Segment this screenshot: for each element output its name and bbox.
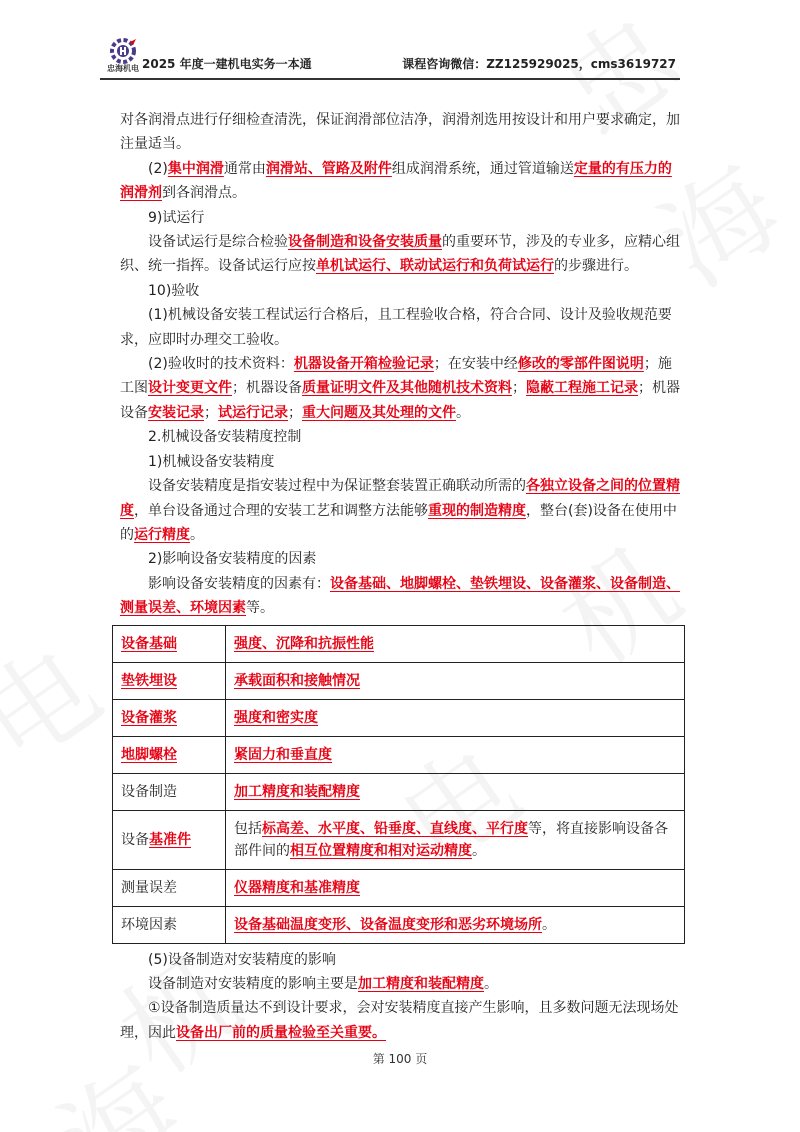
body-text: 10)验收 <box>148 282 200 299</box>
highlighted-text: 基准件 <box>149 831 191 848</box>
detail-cell <box>226 699 685 736</box>
paragraphs-before-table <box>120 108 685 621</box>
body-text: 设备试运行是综合检验 <box>148 234 288 251</box>
body-text: ，整台(套)设备在使用中的 <box>120 502 677 543</box>
paragraph <box>120 230 685 279</box>
highlighted-text: 设备基础、地脚螺栓、垫铁埋设、设备灌浆、设备制造、测量误差、环境因素 <box>120 575 680 617</box>
detail-cell <box>226 662 685 699</box>
highlighted-text: 标高差、水平度、铅垂度、直线度、平行度 <box>262 820 528 837</box>
factor-cell <box>113 773 226 810</box>
body-text: 的重要环节，涉及的专业多，应精心组织、统一指挥。设备试运行应按 <box>120 234 680 275</box>
body-text: 的步骤进行。 <box>554 258 638 275</box>
body-text: 设备安装精度是指安装过程中为保证整套装置正确联动所需的 <box>148 478 526 495</box>
table-row <box>113 906 685 943</box>
table-row <box>113 699 685 736</box>
paragraphs-after-table <box>120 948 685 1046</box>
highlighted-text: 加工精度和装配精度 <box>234 783 360 800</box>
highlighted-text: 集中润滑 <box>167 160 224 177</box>
body-text: 设备 <box>121 831 149 848</box>
body-text: 等。 <box>246 600 274 617</box>
highlighted-text: 润滑站、管路及附件 <box>265 160 392 177</box>
factor-cell <box>113 810 226 869</box>
factor-cell <box>113 625 226 662</box>
highlighted-text: 设备基础温度变形、设备温度变形和恶劣环境场所 <box>234 916 542 933</box>
gear-logo-icon <box>100 38 146 64</box>
factor-cell <box>113 736 226 773</box>
body-text: ； <box>204 404 218 421</box>
body-text: ； <box>288 404 302 421</box>
body-text: (2) <box>148 160 168 177</box>
body-text: 等，将直接影响设备各部件间的 <box>234 820 668 859</box>
highlighted-text: 设备出厂前的质量检验至关重要。 <box>176 1024 386 1041</box>
body-text: 通常由 <box>223 160 266 177</box>
paragraph <box>120 425 685 449</box>
body-text: 环境因素 <box>121 916 177 933</box>
body-text: 9)试运行 <box>148 209 205 226</box>
watermark-char <box>0 603 125 796</box>
body-text: (2)验收时的技术资料： <box>148 356 294 373</box>
highlighted-text: 隐蔽工程施工记录 <box>526 380 638 397</box>
factor-cell <box>113 662 226 699</box>
body-text: 。 <box>472 842 486 859</box>
body-text: 包括 <box>234 820 262 837</box>
factor-cell <box>113 869 226 906</box>
highlighted-text: 相互位置精度和相对运动精度 <box>290 842 472 859</box>
logo <box>100 38 146 76</box>
paragraph <box>120 450 685 474</box>
body-text: 2.机械设备安装精度控制 <box>148 429 302 446</box>
highlighted-text: 试运行记录 <box>218 404 288 421</box>
highlighted-text: 修改的零部件图说明 <box>517 356 644 373</box>
highlighted-text: 设备灌浆 <box>121 709 177 726</box>
page-number: 第 100 页 <box>372 1052 428 1066</box>
table-row <box>113 625 685 662</box>
highlighted-text: 设备制造和设备安装质量 <box>288 234 442 251</box>
paragraph <box>120 547 685 571</box>
detail-cell <box>226 625 685 662</box>
highlighted-text: 仪器精度和基准精度 <box>234 879 360 896</box>
table-row <box>113 869 685 906</box>
body-text: 影响设备安装精度的因素有： <box>148 575 330 592</box>
body-text: ①设备制造质量达不到设计要求，会对安装精度直接产生影响，且多数问题无法现场处理，因此 <box>120 1000 679 1041</box>
highlighted-text: 地脚螺栓 <box>121 746 177 763</box>
paragraph <box>120 474 685 547</box>
body-text: 。 <box>484 975 498 992</box>
paragraph <box>120 157 685 206</box>
paragraph <box>120 996 685 1045</box>
highlighted-text: 重现的制造精度 <box>428 502 526 519</box>
body-text: ；机器设备 <box>232 380 302 397</box>
paragraph <box>120 279 685 303</box>
table-row <box>113 736 685 773</box>
factor-cell <box>113 906 226 943</box>
highlighted-text: 承载面积和接触情况 <box>234 672 360 689</box>
contact-info: 课程咨询微信：ZZ125929025，cms3619727 <box>402 57 676 71</box>
body-text: 1)机械设备安装精度 <box>148 453 275 470</box>
body-text: 组成润滑系统，通过管道输送 <box>391 160 574 177</box>
precision-factors-table <box>112 625 685 944</box>
body-text: 设备制造对安装精度的影响主要是 <box>148 975 358 992</box>
detail-cell <box>226 736 685 773</box>
body-text: ，单台设备通过合理的安装工艺和调整方法能够 <box>134 502 428 519</box>
body-text: 。 <box>456 404 470 421</box>
body-text: 到各润滑点。 <box>162 185 246 202</box>
body-text: ；施工图 <box>120 356 672 397</box>
body-text: (1)机械设备安装工程试运行合格后，且工程验收合格，符合合同、设计及验收规范要求，应即时办理交工验收。 <box>120 307 672 348</box>
detail-cell <box>226 906 685 943</box>
paragraph <box>120 108 685 157</box>
paragraph <box>120 948 685 972</box>
table-row <box>113 662 685 699</box>
page-header <box>100 38 680 80</box>
highlighted-text: 安装记录 <box>148 404 204 421</box>
highlighted-text: 重大问题及其处理的文件 <box>302 404 456 421</box>
highlighted-text: 强度和密实度 <box>234 709 318 726</box>
paragraph <box>120 572 685 621</box>
table-row <box>113 773 685 810</box>
body-text: 。 <box>190 526 204 543</box>
factor-cell <box>113 699 226 736</box>
highlighted-text: 机器设备开箱检验记录 <box>293 356 434 373</box>
body-text: 对各润滑点进行仔细检查清洗，保证润滑部位洁净，润滑剂选用按设计和用户要求确定，加注量适当。 <box>120 112 680 153</box>
body-text: 2)影响设备安装精度的因素 <box>148 551 317 568</box>
highlighted-text: 设计变更文件 <box>148 380 232 397</box>
body-text: ； <box>512 380 526 397</box>
logo-text: 忠海机电 <box>107 64 139 73</box>
body-text: ；机器设备 <box>120 380 680 421</box>
highlighted-text: 定量的有压力的润滑剂 <box>120 160 672 202</box>
detail-cell <box>226 810 685 869</box>
paragraph <box>120 972 685 996</box>
highlighted-text: 加工精度和装配精度 <box>358 975 484 992</box>
body-text: (5)设备制造对安装精度的影响 <box>148 951 336 968</box>
highlighted-text: 运行精度 <box>134 526 190 543</box>
highlighted-text: 强度、沉降和抗振性能 <box>234 635 374 652</box>
highlighted-text: 紧固力和垂直度 <box>234 746 332 763</box>
document-title: 2025 年度一建机电实务一本通 <box>142 57 312 71</box>
detail-cell <box>226 869 685 906</box>
table-row <box>113 810 685 869</box>
highlighted-text: 质量证明文件及其他随机技术资料 <box>302 380 512 397</box>
detail-cell <box>226 773 685 810</box>
body-text: 测量误差 <box>121 879 177 896</box>
highlighted-text: 垫铁埋设 <box>121 672 177 689</box>
body-text: ；在安装中经 <box>433 356 518 373</box>
page-content <box>120 108 685 1045</box>
paragraph <box>120 206 685 230</box>
highlighted-text: 各独立设备之间的位置精度 <box>120 478 680 519</box>
body-text: 设备制造 <box>121 783 177 800</box>
highlighted-text: 设备基础 <box>121 635 177 652</box>
highlighted-text: 单机试运行、联动试运行和负荷试运行 <box>316 258 554 275</box>
paragraph <box>120 303 685 352</box>
paragraph <box>120 352 685 425</box>
body-text: 。 <box>542 916 556 933</box>
